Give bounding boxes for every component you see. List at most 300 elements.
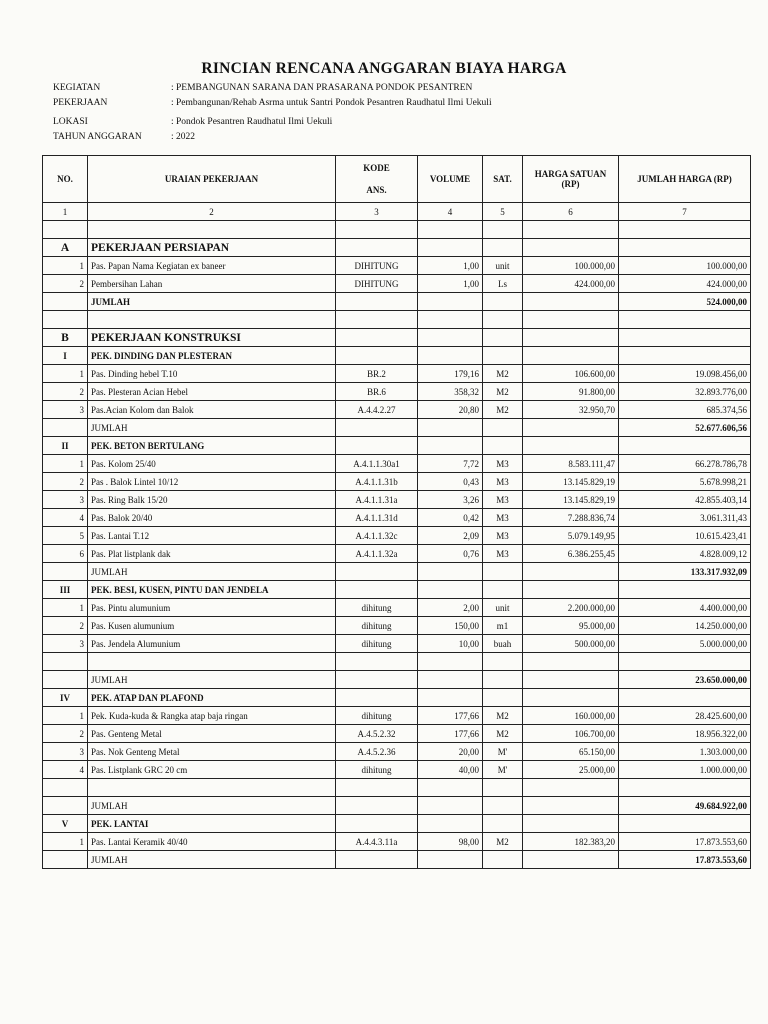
item-total-price: 10.615.423,41 [619,527,751,545]
item-unit: unit [483,599,523,617]
item-description: Pas. Kusen alumunium [88,617,336,635]
empty-cell [336,671,418,689]
info-row-kegiatan [53,80,492,95]
empty-cell [418,851,483,869]
subsection-no: V [43,815,88,833]
empty-cell [619,815,751,833]
info-value: : Pembangunan/Rehab Asrma untuk Santri Pondok Pesantren Raudhatul Ilmi Uekuli [171,97,492,108]
item-code: A.4.5.2.32 [336,725,418,743]
item-code: dihitung [336,761,418,779]
header-jumlah: JUMLAH HARGA (RP) [619,156,751,203]
subtotal-row [43,563,751,581]
empty-cell [523,815,619,833]
table-row [43,473,751,491]
item-volume: 179,16 [418,365,483,383]
item-unit-price: 106.600,00 [523,365,619,383]
item-description: Pas.Acian Kolom dan Balok [88,401,336,419]
info-label: TAHUN ANGGARAN [53,131,142,142]
empty-cell [483,671,523,689]
subsection-title: PEK. LANTAI [88,815,336,833]
blank-row [43,311,751,329]
empty-cell [43,293,88,311]
item-unit: M3 [483,509,523,527]
empty-cell [418,563,483,581]
table-row [43,275,751,293]
item-unit-price: 2.200.000,00 [523,599,619,617]
info-row-lokasi [53,114,492,129]
subtotal-value: 49.684.922,00 [619,797,751,815]
item-index: 1 [43,257,88,275]
item-description: Pas. Listplank GRC 20 cm [88,761,336,779]
empty-cell [483,563,523,581]
info-row-pekerjaan [53,95,492,110]
header-volume: VOLUME [418,156,483,203]
info-label: KEGIATAN [53,82,101,93]
header-kode [336,156,418,203]
item-volume: 1,00 [418,275,483,293]
subsection-title: PEK. BETON BERTULANG [88,437,336,455]
item-index: 4 [43,761,88,779]
section-no: B [43,329,88,347]
item-description: Pas. Pintu alumunium [88,599,336,617]
item-total-price: 32.893.776,00 [619,383,751,401]
header-harga-line2: (RP) [561,179,580,189]
empty-cell [418,293,483,311]
item-unit: M2 [483,365,523,383]
item-unit: unit [483,257,523,275]
column-number: 1 [43,203,88,221]
item-unit-price: 95.000,00 [523,617,619,635]
item-unit: M2 [483,707,523,725]
header-no: NO. [43,156,88,203]
item-index: 2 [43,383,88,401]
item-volume: 98,00 [418,833,483,851]
empty-cell [418,239,483,257]
item-unit: M3 [483,527,523,545]
subsection-row [43,815,751,833]
item-total-price: 5.000.000,00 [619,635,751,653]
table-row [43,365,751,383]
item-description: Pek. Kuda-kuda & Rangka atap baja ringan [88,707,336,725]
item-unit-price: 7.288.836,74 [523,509,619,527]
empty-cell [523,293,619,311]
table-row [43,383,751,401]
item-description: Pas. Papan Nama Kegiatan ex baneer [88,257,336,275]
item-index: 2 [43,725,88,743]
empty-cell [336,239,418,257]
subtotal-row [43,797,751,815]
empty-cell [336,419,418,437]
item-volume: 10,00 [418,635,483,653]
item-total-price: 3.061.311,43 [619,509,751,527]
item-volume: 0,42 [418,509,483,527]
item-volume: 7,72 [418,455,483,473]
section-no: A [43,239,88,257]
item-unit-price: 91.800,00 [523,383,619,401]
subtotal-label: JUMLAH [88,851,336,869]
empty-cell [523,419,619,437]
subsection-row [43,689,751,707]
empty-cell [619,689,751,707]
empty-cell [88,779,336,797]
item-unit: M2 [483,383,523,401]
item-total-price: 66.278.786,78 [619,455,751,473]
item-total-price: 18.956.322,00 [619,725,751,743]
empty-cell [523,851,619,869]
table-row [43,833,751,851]
empty-cell [336,347,418,365]
empty-cell [336,581,418,599]
empty-cell [523,437,619,455]
item-total-price: 5.678.998,21 [619,473,751,491]
empty-cell [483,293,523,311]
item-unit: M2 [483,725,523,743]
table-row [43,707,751,725]
item-code: BR.6 [336,383,418,401]
item-unit-price: 6.386.255,45 [523,545,619,563]
empty-cell [418,419,483,437]
item-unit-price: 106.700,00 [523,725,619,743]
item-volume: 1,00 [418,257,483,275]
item-total-price: 42.855.403,14 [619,491,751,509]
info-label: PEKERJAAN [53,97,108,108]
blank-row [43,779,751,797]
item-unit-price: 65.150,00 [523,743,619,761]
empty-cell [523,221,619,239]
item-index: 1 [43,455,88,473]
empty-cell [619,239,751,257]
empty-cell [43,221,88,239]
item-unit: M3 [483,473,523,491]
subsection-row [43,347,751,365]
empty-cell [418,797,483,815]
item-total-price: 424.000,00 [619,275,751,293]
item-unit-price: 100.000,00 [523,257,619,275]
empty-cell [483,797,523,815]
empty-cell [523,689,619,707]
item-index: 3 [43,635,88,653]
table-row [43,635,751,653]
empty-cell [336,779,418,797]
item-index: 1 [43,833,88,851]
empty-cell [336,653,418,671]
item-total-price: 17.873.553,60 [619,833,751,851]
subtotal-label: JUMLAH [88,563,336,581]
empty-cell [418,671,483,689]
item-volume: 358,32 [418,383,483,401]
item-code: dihitung [336,635,418,653]
item-code: DIHITUNG [336,275,418,293]
item-description: Pas. Lantai T.12 [88,527,336,545]
empty-cell [483,347,523,365]
empty-cell [418,689,483,707]
empty-cell [483,851,523,869]
empty-cell [523,347,619,365]
subsection-no: III [43,581,88,599]
empty-cell [88,311,336,329]
item-volume: 177,66 [418,725,483,743]
item-description: Pembersihan Lahan [88,275,336,293]
empty-cell [336,815,418,833]
item-code: dihitung [336,617,418,635]
header-sat: SAT. [483,156,523,203]
empty-cell [523,311,619,329]
item-code: A.4.4.3.11a [336,833,418,851]
item-index: 6 [43,545,88,563]
empty-cell [88,653,336,671]
item-unit: Ls [483,275,523,293]
document-title: RINCIAN RENCANA ANGGARAN BIAYA HARGA [201,60,567,77]
item-volume: 3,26 [418,491,483,509]
column-number: 5 [483,203,523,221]
info-value: : Pondok Pesantren Raudhatul Ilmi Uekuli [171,116,333,127]
item-code: A.4.1.1.32c [336,527,418,545]
budget-table [42,155,751,869]
item-code: A.4.1.1.32a [336,545,418,563]
empty-cell [418,311,483,329]
empty-cell [619,347,751,365]
empty-cell [336,221,418,239]
section-title: PEKERJAAN KONSTRUKSI [88,329,336,347]
column-number: 2 [88,203,336,221]
item-volume: 2,09 [418,527,483,545]
table-row [43,509,751,527]
empty-cell [619,653,751,671]
subtotal-value: 17.873.553,60 [619,851,751,869]
table-row [43,527,751,545]
empty-cell [483,419,523,437]
table-row [43,617,751,635]
item-code: DIHITUNG [336,257,418,275]
item-volume: 2,00 [418,599,483,617]
item-code: dihitung [336,599,418,617]
item-total-price: 685.374,56 [619,401,751,419]
subsection-no: II [43,437,88,455]
subsection-no: IV [43,689,88,707]
item-description: Pas. Plat listplank dak [88,545,336,563]
project-info [53,80,492,144]
table-header-row [43,156,751,203]
item-total-price: 4.400.000,00 [619,599,751,617]
section-row [43,239,751,257]
empty-cell [483,329,523,347]
item-description: Pas. Balok 20/40 [88,509,336,527]
item-unit-price: 32.950,70 [523,401,619,419]
header-kode-line1: KODE [363,163,390,173]
item-volume: 0,76 [418,545,483,563]
item-total-price: 4.828.009,12 [619,545,751,563]
item-unit: m1 [483,617,523,635]
empty-cell [619,581,751,599]
item-index: 4 [43,509,88,527]
item-index: 3 [43,743,88,761]
item-total-price: 1.000.000,00 [619,761,751,779]
empty-cell [418,221,483,239]
empty-cell [483,581,523,599]
subtotal-value: 133.317.932,09 [619,563,751,581]
empty-cell [43,311,88,329]
column-number: 6 [523,203,619,221]
subtotal-value: 52.677.606,56 [619,419,751,437]
item-code: dihitung [336,707,418,725]
empty-cell [43,563,88,581]
item-description: Pas. Dinding hebel T.10 [88,365,336,383]
table-row [43,401,751,419]
subtotal-label: JUMLAH [88,671,336,689]
empty-cell [619,311,751,329]
empty-cell [43,779,88,797]
item-unit-price: 13.145.829,19 [523,473,619,491]
info-label: LOKASI [53,116,88,127]
item-index: 1 [43,707,88,725]
item-description: Pas. Kolom 25/40 [88,455,336,473]
empty-cell [43,851,88,869]
item-unit: M3 [483,491,523,509]
info-row-tahun [53,129,492,144]
item-total-price: 19.098.456,00 [619,365,751,383]
empty-cell [483,311,523,329]
item-index: 3 [43,491,88,509]
empty-cell [523,797,619,815]
subsection-title: PEK. DINDING DAN PLESTERAN [88,347,336,365]
column-number: 3 [336,203,418,221]
empty-cell [418,779,483,797]
empty-cell [483,779,523,797]
table-row [43,761,751,779]
empty-cell [336,293,418,311]
item-index: 1 [43,365,88,383]
table-body [43,221,751,869]
table-row [43,725,751,743]
info-value: : PEMBANGUNAN SARANA DAN PRASARANA PONDOK PESANTREN [171,82,473,93]
item-description: Pas. Plesteran Acian Hebel [88,383,336,401]
subtotal-row [43,671,751,689]
item-code: A.4.1.1.31b [336,473,418,491]
empty-cell [619,329,751,347]
empty-cell [523,239,619,257]
table-row [43,257,751,275]
item-description: Pas. Genteng Metal [88,725,336,743]
empty-cell [523,671,619,689]
subtotal-label: JUMLAH [88,419,336,437]
item-unit-price: 182.383,20 [523,833,619,851]
empty-cell [336,797,418,815]
empty-cell [43,671,88,689]
item-unit: M' [483,761,523,779]
empty-cell [336,437,418,455]
item-volume: 150,00 [418,617,483,635]
table-row [43,455,751,473]
subtotal-label: JUMLAH [88,293,336,311]
empty-cell [483,239,523,257]
item-volume: 20,00 [418,743,483,761]
subsection-title: PEK. ATAP DAN PLAFOND [88,689,336,707]
item-description: Pas. Nok Genteng Metal [88,743,336,761]
empty-cell [523,581,619,599]
empty-cell [619,437,751,455]
subtotal-row [43,419,751,437]
item-unit: M2 [483,833,523,851]
item-description: Pas. Lantai Keramik 40/40 [88,833,336,851]
item-unit: M3 [483,545,523,563]
empty-cell [483,815,523,833]
subtotal-label: JUMLAH [88,797,336,815]
item-unit-price: 13.145.829,19 [523,491,619,509]
item-code: A.4.1.1.31a [336,491,418,509]
item-unit: M2 [483,401,523,419]
empty-cell [418,653,483,671]
item-unit-price: 424.000,00 [523,275,619,293]
item-total-price: 28.425.600,00 [619,707,751,725]
empty-cell [483,689,523,707]
item-volume: 20,80 [418,401,483,419]
subtotal-value: 524.000,00 [619,293,751,311]
empty-cell [523,329,619,347]
item-unit-price: 500.000,00 [523,635,619,653]
item-unit-price: 160.000,00 [523,707,619,725]
item-volume: 177,66 [418,707,483,725]
item-index: 2 [43,473,88,491]
header-harga-line1: HARGA SATUAN [534,169,607,179]
empty-cell [483,437,523,455]
section-row [43,329,751,347]
empty-cell [336,689,418,707]
item-code: A.4.4.2.27 [336,401,418,419]
column-number-row [43,203,751,221]
item-index: 2 [43,275,88,293]
item-total-price: 100.000,00 [619,257,751,275]
item-code: A.4.1.1.31d [336,509,418,527]
subsection-title: PEK. BESI, KUSEN, PINTU DAN JENDELA [88,581,336,599]
subtotal-value: 23.650.000,00 [619,671,751,689]
subsection-row [43,437,751,455]
column-number: 4 [418,203,483,221]
item-unit-price: 8.583.111,47 [523,455,619,473]
item-description: Pas. Jendela Alumunium [88,635,336,653]
empty-cell [336,851,418,869]
empty-cell [418,437,483,455]
empty-cell [418,347,483,365]
item-code: A.4.1.1.30a1 [336,455,418,473]
empty-cell [523,653,619,671]
table-row [43,743,751,761]
item-description: Pas . Balok Lintel 10/12 [88,473,336,491]
subsection-row [43,581,751,599]
empty-cell [483,221,523,239]
empty-cell [619,221,751,239]
info-value: : 2022 [171,131,196,142]
empty-cell [418,329,483,347]
header-uraian: URAIAN PEKERJAAN [88,156,336,203]
empty-cell [418,581,483,599]
empty-cell [418,815,483,833]
item-unit: M3 [483,455,523,473]
item-index: 2 [43,617,88,635]
item-volume: 40,00 [418,761,483,779]
subtotal-row [43,851,751,869]
blank-row [43,653,751,671]
empty-cell [336,329,418,347]
item-volume: 0,43 [418,473,483,491]
item-code: A.4.5.2.36 [336,743,418,761]
subsection-no: I [43,347,88,365]
item-index: 3 [43,401,88,419]
empty-cell [336,311,418,329]
empty-cell [43,797,88,815]
item-unit-price: 25.000,00 [523,761,619,779]
subtotal-row [43,293,751,311]
empty-cell [336,563,418,581]
